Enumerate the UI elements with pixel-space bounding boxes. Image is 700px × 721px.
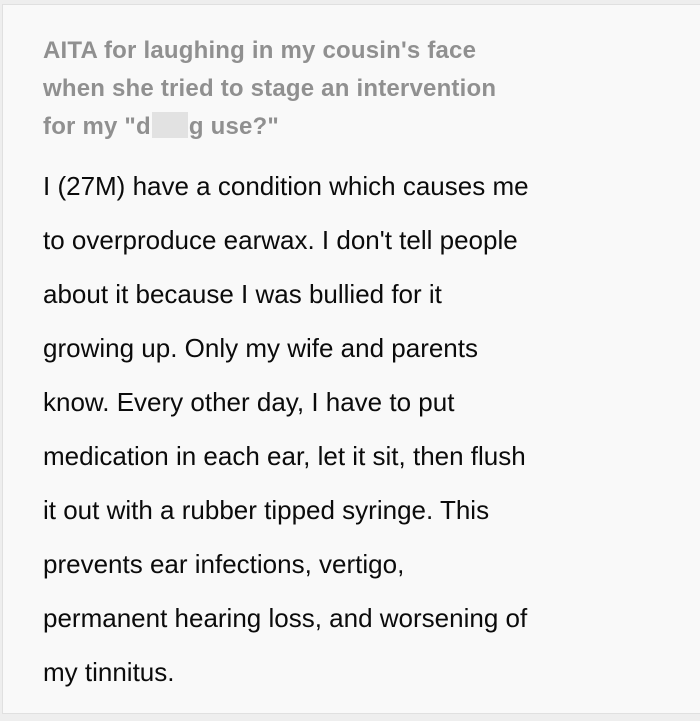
post-quote-card bbox=[2, 4, 700, 714]
post-title-line-3 bbox=[43, 108, 672, 146]
censored-word-box bbox=[152, 112, 188, 138]
post-title-line-3-prefix: for my "d bbox=[43, 113, 151, 140]
post-body-line: permanent hearing loss, and worsening of bbox=[43, 603, 528, 633]
post-title-line-2: when she tried to stage an intervention bbox=[43, 75, 497, 102]
post-body-line: know. Every other day, I have to put bbox=[43, 387, 455, 417]
post-body-line: about it because I was bullied for it bbox=[43, 279, 442, 309]
post-body-line: medication in each ear, let it sit, then flush bbox=[43, 441, 526, 471]
post-body-line: prevents ear infections, vertigo, bbox=[43, 549, 405, 579]
post-title-line-3-suffix: g use?" bbox=[188, 113, 279, 140]
post-title bbox=[43, 32, 672, 146]
post-body-line: to overproduce earwax. I don't tell people bbox=[43, 225, 518, 255]
post-body-line: my tinnitus. bbox=[43, 657, 175, 687]
post-body bbox=[43, 159, 686, 699]
post-body-line: I (27M) have a condition which causes me bbox=[43, 171, 529, 201]
post-body-line: it out with a rubber tipped syringe. This bbox=[43, 495, 490, 525]
post-body-line: growing up. Only my wife and parents bbox=[43, 333, 478, 363]
post-title-line-1: AITA for laughing in my cousin's face bbox=[43, 37, 477, 64]
